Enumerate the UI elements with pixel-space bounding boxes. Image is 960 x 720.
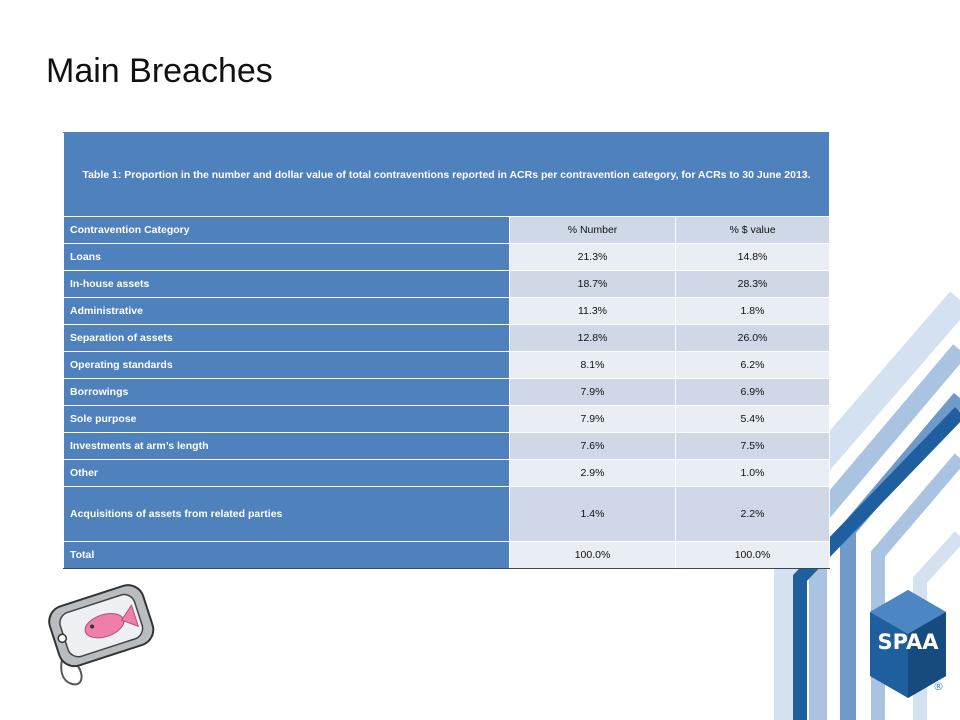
registered-mark: ® [933, 680, 944, 693]
row-number: 12.8% [510, 325, 676, 352]
table-caption: Table 1: Proportion in the number and dollar value of total contraventions reported in ACRs per contravention category, for ACRs to 30 June 2013. [64, 133, 830, 217]
column-header-category: Contravention Category [64, 217, 510, 244]
row-value: 7.5% [676, 433, 830, 460]
row-category: Sole purpose [64, 406, 510, 433]
row-number: 8.1% [510, 352, 676, 379]
row-number: 7.6% [510, 433, 676, 460]
row-value: 14.8% [676, 244, 830, 271]
row-category: Administrative [64, 298, 510, 325]
row-category: Total [64, 542, 510, 569]
row-number: 1.4% [510, 487, 676, 542]
row-category: Separation of assets [64, 325, 510, 352]
row-value: 6.2% [676, 352, 830, 379]
column-header-value: % $ value [676, 217, 830, 244]
row-value: 26.0% [676, 325, 830, 352]
row-value: 1.8% [676, 298, 830, 325]
row-category: Operating standards [64, 352, 510, 379]
row-value: 5.4% [676, 406, 830, 433]
row-category: Loans [64, 244, 510, 271]
row-category: Borrowings [64, 379, 510, 406]
row-value: 28.3% [676, 271, 830, 298]
row-value: 2.2% [676, 487, 830, 542]
row-category: In-house assets [64, 271, 510, 298]
row-number: 21.3% [510, 244, 676, 271]
row-number: 2.9% [510, 460, 676, 487]
row-value: 100.0% [676, 542, 830, 569]
row-category: Other [64, 460, 510, 487]
row-number: 18.7% [510, 271, 676, 298]
row-number: 7.9% [510, 379, 676, 406]
row-category: Investments at arm’s length [64, 433, 510, 460]
column-header-number: % Number [510, 217, 676, 244]
page-title: Main Breaches [46, 52, 273, 90]
row-number: 100.0% [510, 542, 676, 569]
row-number: 7.9% [510, 406, 676, 433]
row-value: 6.9% [676, 379, 830, 406]
row-number: 11.3% [510, 298, 676, 325]
spaa-logo-text: SPAA [877, 630, 939, 654]
row-value: 1.0% [676, 460, 830, 487]
row-category: Acquisitions of assets from related parties [64, 487, 510, 542]
